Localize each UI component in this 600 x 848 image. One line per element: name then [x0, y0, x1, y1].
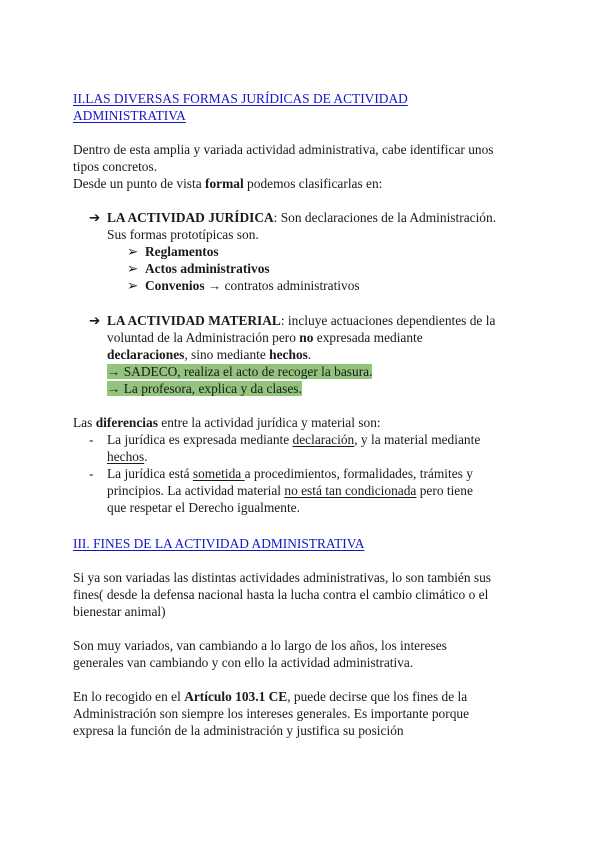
subitem-label: Reglamentos [145, 244, 219, 259]
diff2-pre2: principios. La actividad material [107, 483, 285, 498]
arrow-right-icon: ➔ [89, 210, 101, 225]
differences-block [73, 414, 533, 516]
differences-post: entre la actividad jurídica y material son: [157, 415, 381, 430]
juridica-block [89, 209, 539, 294]
material-line2 [107, 329, 539, 346]
juridica-item [89, 209, 539, 243]
material-line2-bold: no [299, 330, 314, 345]
section-2-heading [73, 90, 533, 124]
material-title: LA ACTIVIDAD MATERIAL [107, 313, 281, 328]
differences-line [73, 414, 533, 431]
arrowhead-icon: ➢ [127, 244, 139, 259]
juridica-subitems [89, 243, 539, 294]
material-line1 [107, 312, 539, 329]
material-block [89, 312, 539, 397]
intro-line2: tipos concretos. [73, 159, 158, 174]
formal-post: podemos clasificarlas en: [243, 176, 383, 191]
diff1-post2: . [144, 449, 148, 464]
difference-item-2 [73, 465, 533, 516]
diff2-underline2: no está tan condicionada [284, 483, 417, 498]
p1-line2: fines( desde la defensa nacional hasta la lucha contra el cambio climático o el [73, 587, 489, 602]
subitem-extra: → contratos administrativos [204, 278, 360, 293]
material-line3-bold2: hechos [269, 347, 308, 362]
dash-bullet: - [89, 466, 94, 481]
arrow-right-icon: ➔ [89, 313, 101, 328]
diff2-post2: pero tiene [416, 483, 473, 498]
p1-line3: bienestar animal) [73, 604, 166, 619]
arrowhead-icon: ➢ [127, 278, 139, 293]
diff2-line3: que respetar el Derecho igualmente. [107, 500, 300, 515]
fines-paragraph-2 [73, 637, 533, 671]
p1-line1: Si ya son variadas las distintas actividades administrativas, lo son también sus [73, 570, 492, 585]
juridica-line1 [107, 209, 539, 226]
differences-bold: diferencias [95, 415, 158, 430]
p3-line2: Administración son siempre los intereses generales. Es importante porque [73, 706, 470, 721]
material-line1-post: : incluye actuaciones dependientes de la [280, 313, 496, 328]
juridica-text1: : Son declaraciones de la Administración. [273, 210, 497, 225]
material-example2 [107, 380, 539, 397]
section-3-heading [73, 535, 533, 552]
p3-line1 [73, 688, 533, 705]
section-2-heading-line1: II.LAS DIVERSAS FORMAS JURÍDICAS DE ACTIVIDAD [73, 91, 408, 106]
material-item [89, 312, 539, 397]
subitem-label: Actos administrativos [145, 261, 270, 276]
subitem-actos [127, 260, 539, 277]
difference-item-1 [73, 431, 533, 465]
highlighted-example: → La profesora, explica y da clases. [107, 381, 302, 396]
section-2-heading-line2: ADMINISTRATIVA [73, 108, 186, 123]
subitem-label: Convenios [145, 278, 205, 293]
p3-line3: expresa la función de la administración y justifica su posición [73, 723, 404, 738]
diff2-post: a procedimientos, formalidades, trámites y [244, 466, 473, 481]
subitem-convenios [127, 277, 539, 294]
material-line3-bold1: declaraciones [107, 347, 185, 362]
intro-line1: Dentro de esta amplia y variada actividad administrativa, cabe identificar unos [73, 142, 494, 157]
fines-paragraph-1 [73, 569, 533, 620]
diff2-pre: La jurídica está [107, 466, 193, 481]
material-line3 [107, 346, 539, 363]
material-line2-pre: voluntad de la Administración pero [107, 330, 300, 345]
material-line3-mid: , sino mediante [184, 347, 270, 362]
p3-pre: En lo recogido en el [73, 689, 185, 704]
diff2-line2 [107, 482, 533, 499]
diff1-line1 [107, 431, 533, 448]
p2-line1: Son muy variados, van cambiando a lo largo de los años, los intereses [73, 638, 447, 653]
formal-bold: formal [205, 176, 244, 191]
material-line3-end: . [307, 347, 312, 362]
highlighted-example: → SADECO, realiza el acto de recoger la basura. [107, 364, 373, 379]
p3-post: , puede decirse que los fines de la [287, 689, 468, 704]
diff1-underline2: hechos [107, 449, 145, 464]
formal-line [73, 175, 533, 192]
diff1-pre: La jurídica es expresada mediante [107, 432, 293, 447]
material-example1 [107, 363, 539, 380]
diff1-line2 [107, 448, 533, 465]
diff2-line1 [107, 465, 533, 482]
diff1-underline: declaración [292, 432, 355, 447]
diff1-post: , y la material mediante [354, 432, 481, 447]
formal-pre: Desde un punto de vista [73, 176, 206, 191]
juridica-title: LA ACTIVIDAD JURÍDICA [107, 210, 274, 225]
diff2-underline: sometida [192, 466, 245, 481]
subitem-reglamentos [127, 243, 539, 260]
differences-pre: Las [73, 415, 96, 430]
arrowhead-icon: ➢ [127, 261, 139, 276]
intro-paragraph [73, 141, 533, 192]
dash-bullet: - [89, 432, 94, 447]
fines-paragraph-3 [73, 688, 533, 739]
p3-bold-article: Artículo 103.1 CE [184, 689, 288, 704]
section-3-heading-text: III. FINES DE LA ACTIVIDAD ADMINISTRATIVA [73, 536, 365, 551]
p2-line2: generales van cambiando y con ello la actividad administrativa. [73, 655, 414, 670]
material-line2-post: expresada mediante [313, 330, 423, 345]
juridica-line2: Sus formas prototípicas son. [107, 227, 259, 242]
